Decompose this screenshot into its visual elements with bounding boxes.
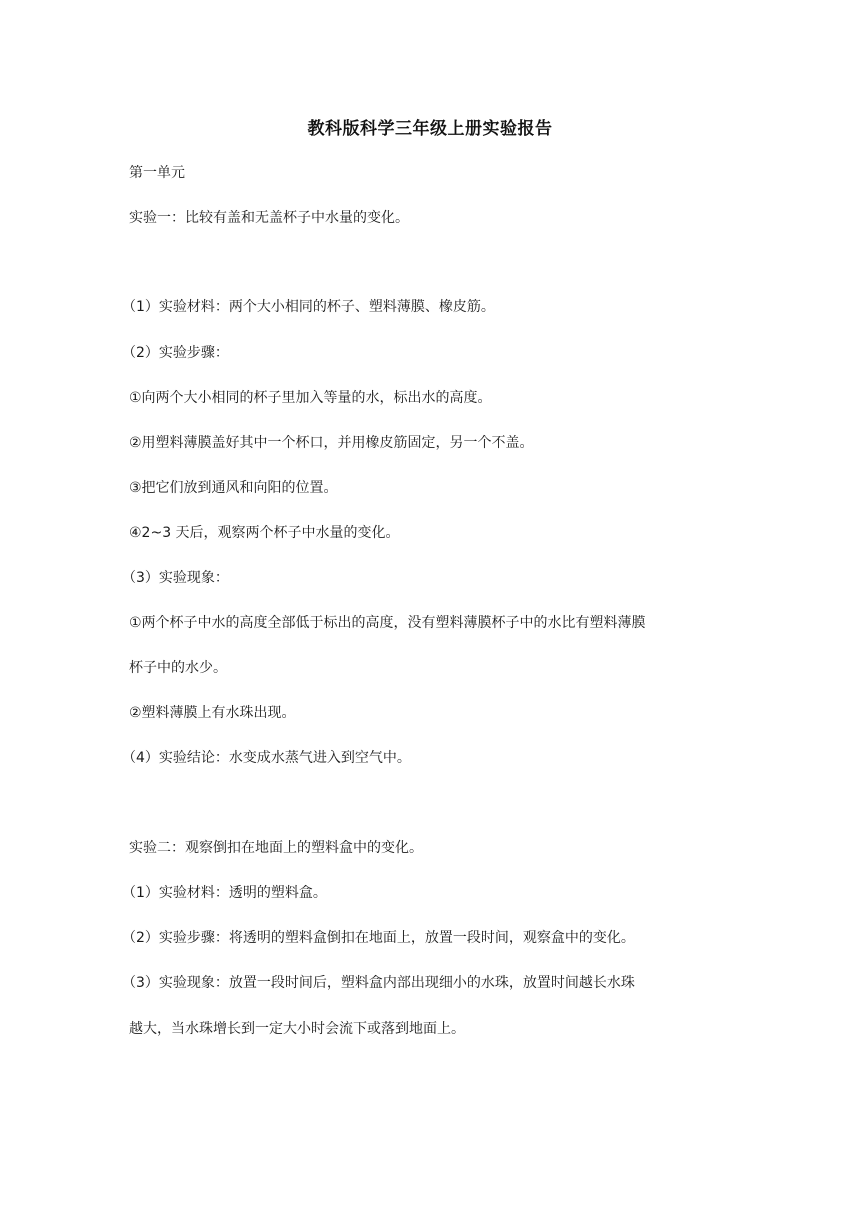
experiment1-phenomena-heading: （3）实验现象：: [122, 570, 229, 586]
experiment2-materials: （1）实验材料：透明的塑料盒。: [122, 885, 327, 901]
experiment2-phenomena-line-2: 越大，当水珠增长到一定大小时会流下或落到地面上。: [129, 1021, 465, 1037]
experiment1-conclusion: （4）实验结论：水变成水蒸气进入到空气中。: [122, 750, 411, 766]
unit-heading: 第一单元: [129, 165, 185, 181]
experiment1-phenomenon-1-line-2: 杯子中的水少。: [129, 660, 227, 676]
experiment1-materials: （1）实验材料：两个大小相同的杯子、塑料薄膜、橡皮筋。: [122, 299, 495, 315]
experiment1-phenomenon-1-line-1: ①两个杯子中水的高度全部低于标出的高度，没有塑料薄膜杯子中的水比有塑料薄膜: [129, 615, 646, 631]
experiment1-step-3: ③把它们放到通风和向阳的位置。: [129, 480, 338, 496]
experiment1-step-4: ④2~3 天后，观察两个杯子中水量的变化。: [129, 525, 400, 541]
experiment1-step-2: ②用塑料薄膜盖好其中一个杯口，并用橡皮筋固定，另一个不盖。: [129, 435, 534, 451]
experiment1-heading: 实验一：比较有盖和无盖杯子中水量的变化。: [129, 210, 409, 226]
experiment2-heading: 实验二：观察倒扣在地面上的塑料盒中的变化。: [129, 840, 423, 856]
experiment1-phenomenon-2: ②塑料薄膜上有水珠出现。: [129, 705, 296, 721]
document-title: 教科版科学三年级上册实验报告: [307, 119, 553, 139]
experiment1-steps-heading: （2）实验步骤：: [122, 345, 229, 361]
experiment1-step-1: ①向两个大小相同的杯子里加入等量的水，标出水的高度。: [129, 390, 492, 406]
experiment2-steps: （2）实验步骤：将透明的塑料盒倒扣在地面上，放置一段时间，观察盒中的变化。: [122, 930, 635, 946]
experiment2-phenomena-line-1: （3）实验现象：放置一段时间后，塑料盒内部出现细小的水珠，放置时间越长水珠: [122, 975, 635, 991]
